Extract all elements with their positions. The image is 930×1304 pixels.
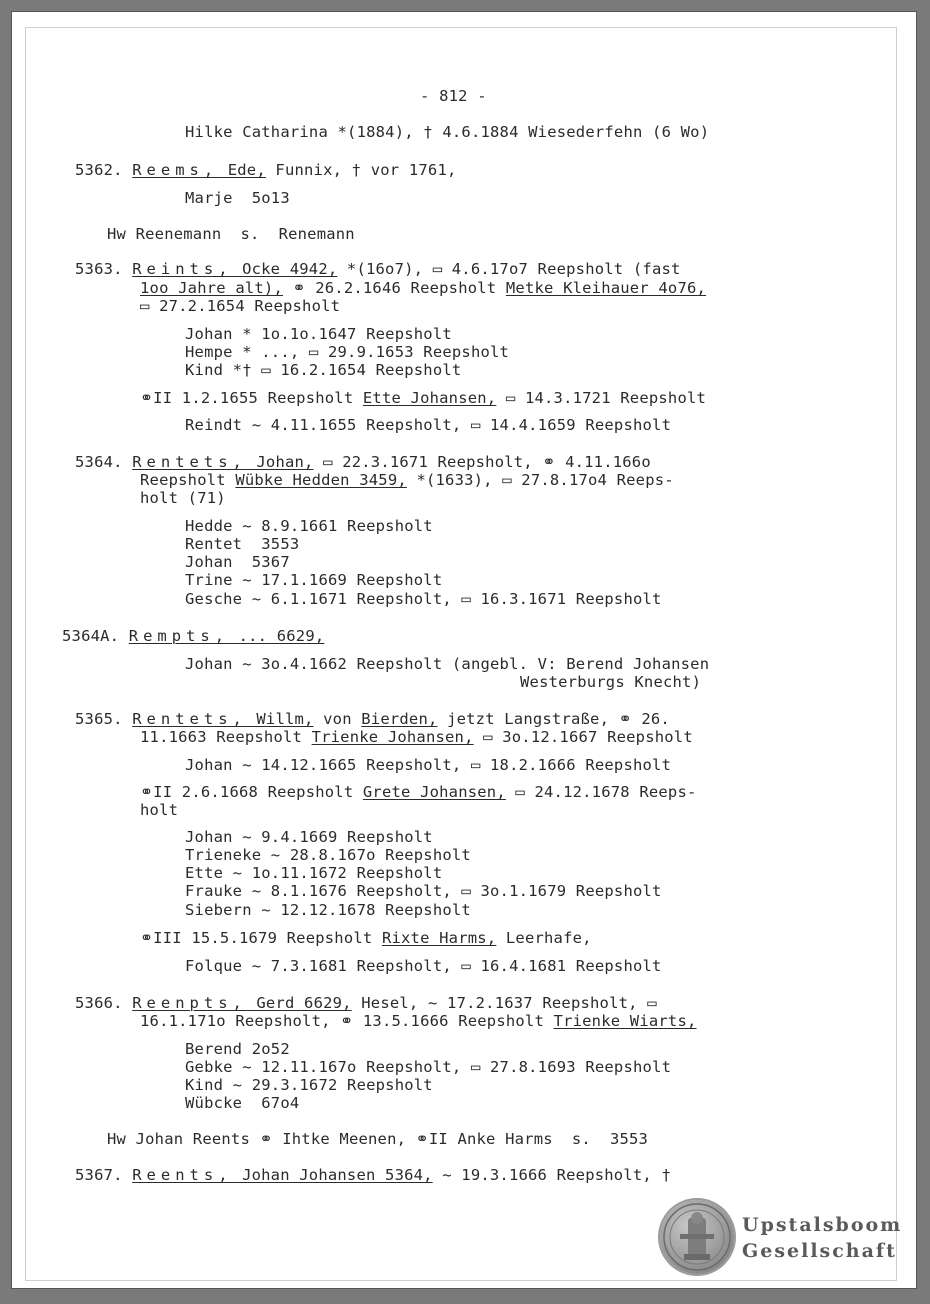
entry-line bbox=[185, 189, 290, 207]
line-text: 16.1.171o Reepsholt, ⚭ 13.5.1666 Reepsholt bbox=[140, 1012, 554, 1030]
entry-heading bbox=[75, 710, 670, 728]
entry-line bbox=[185, 361, 461, 379]
entry-heading bbox=[75, 260, 681, 278]
entry-line bbox=[140, 471, 674, 489]
entry-line bbox=[140, 489, 226, 507]
entry-line bbox=[140, 801, 178, 819]
entry-details: Funnix, † vor 1761, bbox=[265, 161, 457, 179]
entry-line bbox=[185, 535, 299, 553]
line-text-2: ▭ 14.3.1721 Reepsholt bbox=[496, 389, 707, 407]
entry-line bbox=[185, 325, 452, 343]
entry-details: ▭ 22.3.1671 Reepsholt, ⚭ 4.11.166o bbox=[313, 453, 651, 471]
line-text-2: Leerhafe, bbox=[496, 929, 592, 947]
given-name: Ocke 4942, bbox=[232, 260, 338, 278]
spouse-name: Ette Johansen, bbox=[362, 389, 497, 407]
line-text: Folque ~ 7.3.1681 Reepsholt, ▭ 16.4.1681 Reepsholt bbox=[185, 957, 662, 975]
line-text: Johan 5367 bbox=[185, 553, 290, 571]
line-text: Wübcke 67o4 bbox=[185, 1094, 300, 1112]
entry-line bbox=[185, 1058, 671, 1076]
line-text: holt (71) bbox=[140, 489, 226, 507]
line-text: Kind *† ▭ 16.2.1654 Reepsholt bbox=[185, 361, 462, 379]
entry-line bbox=[185, 416, 671, 434]
entry-line bbox=[185, 846, 471, 864]
given-name: Ede, bbox=[218, 161, 266, 179]
given-name: ... 6629, bbox=[229, 627, 325, 645]
line-text: ⚭II 1.2.1655 Reepsholt bbox=[140, 389, 363, 407]
entry-details-2: jetzt Langstraße, ⚭ 26. bbox=[437, 710, 670, 728]
entry-line bbox=[185, 957, 662, 975]
entry-line bbox=[140, 389, 706, 407]
spouse-name: Trienke Wiarts, bbox=[553, 1012, 697, 1030]
surname: Reenpts, bbox=[132, 994, 247, 1012]
entry-line bbox=[140, 297, 340, 315]
entry-line bbox=[140, 279, 706, 297]
line-text: Trine ~ 17.1.1669 Reepsholt bbox=[185, 571, 443, 589]
page-frame bbox=[11, 11, 917, 1289]
entry-heading bbox=[62, 627, 324, 645]
logo-line-1: Upstalsboom bbox=[742, 1214, 903, 1236]
entry-number: 5365. bbox=[75, 710, 133, 728]
line-text: Gesche ~ 6.1.1671 Reepsholt, ▭ 16.3.1671 Reepsholt bbox=[185, 590, 662, 608]
line-text: Siebern ~ 12.12.1678 Reepsholt bbox=[185, 901, 471, 919]
entry-number: 5367. bbox=[75, 1166, 133, 1184]
line-text: Reepsholt bbox=[140, 471, 236, 489]
entry-heading bbox=[75, 161, 457, 179]
entry-line bbox=[185, 553, 290, 571]
entry-number: 5363. bbox=[75, 260, 133, 278]
line-text: Hedde ~ 8.9.1661 Reepsholt bbox=[185, 517, 433, 535]
line-text: Johan ~ 3o.4.1662 Reepsholt (angebl. V: Berend Johansen bbox=[185, 655, 710, 673]
line-text: Gebke ~ 12.11.167o Reepsholt, ▭ 27.8.1693 Reepsholt bbox=[185, 1058, 672, 1076]
entry-details: Hesel, ~ 17.2.1637 Reepsholt, ▭ bbox=[351, 994, 657, 1012]
seal-icon bbox=[660, 1200, 734, 1274]
line-text-2: ▭ 3o.12.1667 Reepsholt bbox=[473, 728, 693, 746]
line-text: Hilke Catharina *(1884), † 4.6.1884 Wiesederfehn (6 Wo) bbox=[185, 123, 710, 141]
line-text: Berend 2o52 bbox=[185, 1040, 290, 1058]
line-text: Rentet 3553 bbox=[185, 535, 300, 553]
entry-line bbox=[140, 783, 697, 801]
entry-line bbox=[185, 1094, 299, 1112]
entry-line bbox=[185, 590, 662, 608]
given-name: Johan Johansen 5364, bbox=[232, 1166, 433, 1184]
line-text-2: ▭ 24.12.1678 Reeps- bbox=[505, 783, 697, 801]
page-number: - 812 - bbox=[420, 87, 487, 105]
entry-number: 5366. bbox=[75, 994, 133, 1012]
spouse-name: Wübke Hedden 3459, bbox=[235, 471, 407, 489]
entry-number: 5364. bbox=[75, 453, 133, 471]
logo-line-2: Gesellschaft bbox=[742, 1240, 897, 1262]
line-text: Johan ~ 14.12.1665 Reepsholt, ▭ 18.2.1666 Reepsholt bbox=[185, 756, 672, 774]
line-text: 11.1663 Reepsholt bbox=[140, 728, 312, 746]
line-text: Westerburgs Knecht) bbox=[520, 673, 702, 691]
entry-details: von bbox=[313, 710, 362, 728]
line-text: Ette ~ 1o.11.1672 Reepsholt bbox=[185, 864, 443, 882]
entry-line bbox=[140, 1012, 697, 1030]
entry-line bbox=[185, 901, 471, 919]
entry-details: ~ 19.3.1666 Reepsholt, † bbox=[432, 1166, 671, 1184]
entry-line bbox=[185, 1040, 290, 1058]
surname: Rentets, bbox=[132, 710, 247, 728]
entry-line bbox=[185, 655, 709, 673]
line-text: Hw Reenemann s. Renemann bbox=[107, 225, 355, 243]
line-text: Hw Johan Reents ⚭ Ihtke Meenen, ⚭II Anke Harms s. 3553 bbox=[107, 1130, 649, 1148]
entry-heading bbox=[75, 1166, 671, 1184]
entry-line bbox=[107, 225, 355, 243]
entry-line bbox=[185, 343, 509, 361]
line-text-2: *(1633), ▭ 27.8.17o4 Reeps- bbox=[406, 471, 674, 489]
given-name: Willm, bbox=[246, 710, 314, 728]
line-text: ⚭ 26.2.1646 Reepsholt bbox=[282, 279, 506, 297]
entry-line bbox=[185, 864, 442, 882]
line-text: Frauke ~ 8.1.1676 Reepsholt, ▭ 3o.1.1679 Reepsholt bbox=[185, 882, 662, 900]
entry-heading bbox=[75, 994, 657, 1012]
upstalsboom-logo bbox=[660, 1200, 903, 1280]
document-page bbox=[25, 27, 897, 1281]
line-text: holt bbox=[140, 801, 179, 819]
entry-line bbox=[185, 123, 709, 141]
line-text: Johan * 1o.1o.1647 Reepsholt bbox=[185, 325, 452, 343]
spouse-name: Trienke Johansen, bbox=[311, 728, 474, 746]
line-text: Reindt ~ 4.11.1655 Reepsholt, ▭ 14.4.1659 Reepsholt bbox=[185, 416, 672, 434]
line-text: ⚭II 2.6.1668 Reepsholt bbox=[140, 783, 363, 801]
place-name: Bierden, bbox=[361, 710, 438, 728]
line-text: ⚭III 15.5.1679 Reepsholt bbox=[140, 929, 382, 947]
line-text: Johan ~ 9.4.1669 Reepsholt bbox=[185, 828, 433, 846]
line-text: ▭ 27.2.1654 Reepsholt bbox=[140, 297, 341, 315]
entry-line bbox=[185, 1076, 433, 1094]
entry-line bbox=[107, 1130, 648, 1148]
entry-number: 5364A. bbox=[62, 627, 129, 645]
entry-line bbox=[185, 828, 433, 846]
entry-line bbox=[185, 571, 442, 589]
entry-line bbox=[185, 756, 671, 774]
surname: Reints, bbox=[132, 260, 233, 278]
line-text: Trieneke ~ 28.8.167o Reepsholt bbox=[185, 846, 471, 864]
spouse-name: Grete Johansen, bbox=[362, 783, 506, 801]
line-text: Hempe * ..., ▭ 29.9.1653 Reepsholt bbox=[185, 343, 510, 361]
entry-line bbox=[185, 882, 662, 900]
given-name: Johan, bbox=[246, 453, 314, 471]
spouse-name: Metke Kleihauer 4o76, bbox=[505, 279, 707, 297]
entry-details: *(16o7), ▭ 4.6.17o7 Reepsholt (fast bbox=[337, 260, 681, 278]
line-text: Kind ~ 29.3.1672 Reepsholt bbox=[185, 1076, 433, 1094]
given-name: Gerd 6629, bbox=[246, 994, 352, 1012]
underlined-text: 1oo Jahre alt), bbox=[140, 279, 283, 297]
surname: Rempts, bbox=[128, 627, 230, 645]
entry-line bbox=[185, 517, 433, 535]
surname: Reems, bbox=[132, 161, 219, 179]
entry-number: 5362. bbox=[75, 161, 133, 179]
entry-line bbox=[140, 728, 693, 746]
entry-line bbox=[520, 673, 701, 691]
surname: Rentets, bbox=[132, 453, 247, 471]
surname: Reents, bbox=[132, 1166, 233, 1184]
spouse-name: Rixte Harms, bbox=[381, 929, 497, 947]
line-text: Marje 5o13 bbox=[185, 189, 290, 207]
entry-heading bbox=[75, 453, 651, 471]
entry-line bbox=[140, 929, 592, 947]
